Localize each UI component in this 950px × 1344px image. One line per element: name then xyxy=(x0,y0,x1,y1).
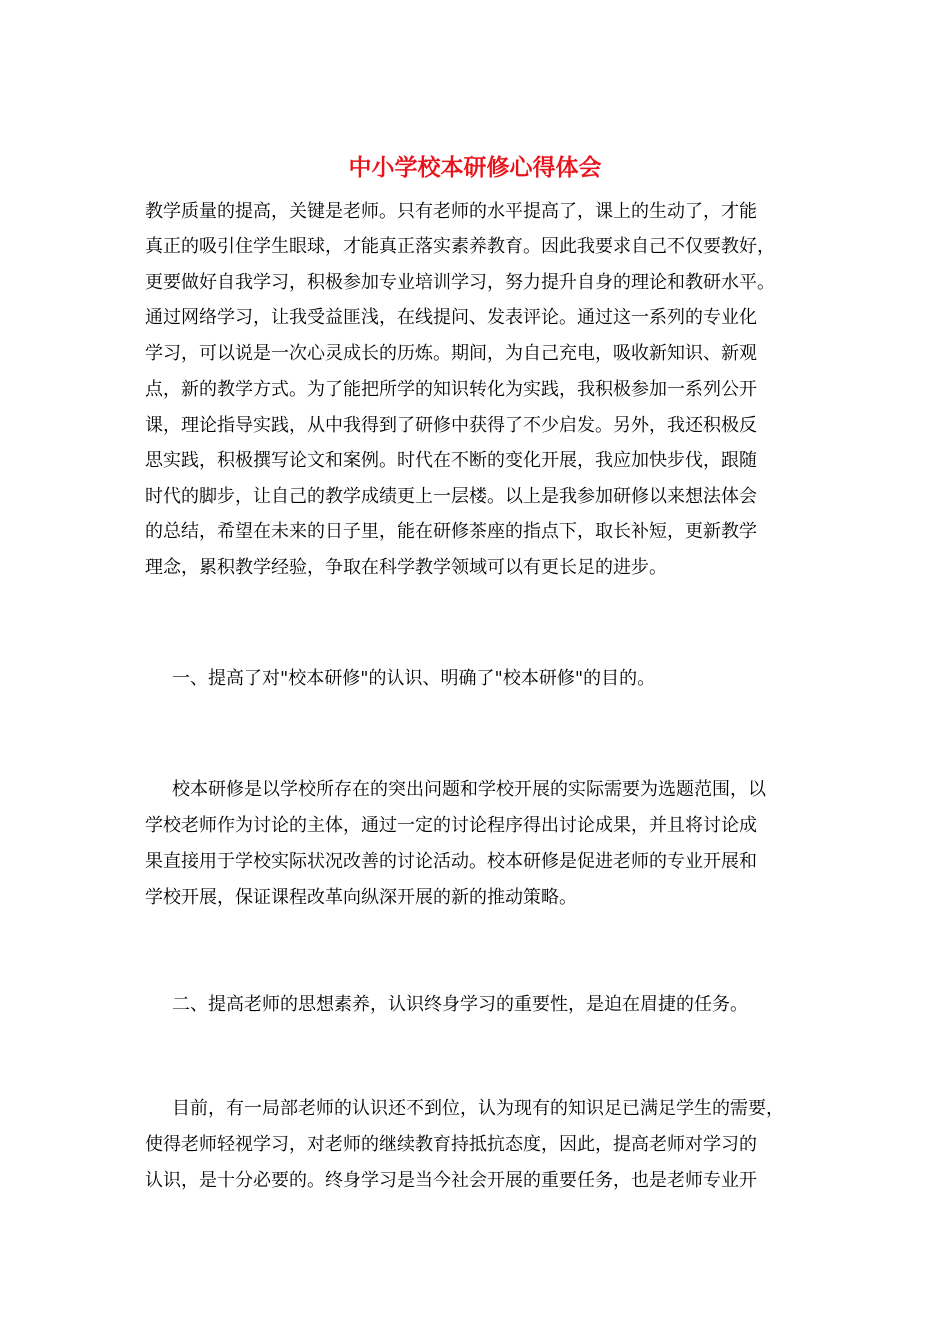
paragraph-line: 时代的脚步，让自己的教学成绩更上一层楼。以上是我参加研修以来想法体会 xyxy=(145,486,757,507)
paragraph-line: 真正的吸引住学生眼球，才能真正落实素养教育。因此我要求自己不仅要教好， xyxy=(145,236,775,257)
paragraph-line: 课，理论指导实践，从中我得到了研修中获得了不少启发。另外，我还积极反 xyxy=(145,415,757,436)
paragraph-line: 通过网络学习，让我受益匪浅，在线提问、发表评论。通过这一系列的专业化 xyxy=(145,307,757,328)
paragraph-line: 点，新的教学方式。为了能把所学的知识转化为实践，我积极参加一系列公开 xyxy=(145,379,757,400)
document-title: 中小学校本研修心得体会 xyxy=(348,154,602,181)
paragraph-line: 认识，是十分必要的。终身学习是当今社会开展的重要任务，也是老师专业开 xyxy=(145,1170,757,1191)
paragraph-line: 理念，累积教学经验，争取在科学教学领域可以有更长足的进步。 xyxy=(145,557,667,578)
paragraph-line: 学校老师作为讨论的主体，通过一定的讨论程序得出讨论成果，并且将讨论成 xyxy=(145,815,757,836)
section-heading-2: 二、提高老师的思想素养，认识终身学习的重要性，是迫在眉捷的任务。 xyxy=(172,994,748,1015)
paragraph-line: 使得老师轻视学习，对老师的继续教育持抵抗态度，因此，提高老师对学习的 xyxy=(145,1134,757,1155)
paragraph-line: 目前，有一局部老师的认识还不到位，认为现有的知识足已满足学生的需要， xyxy=(172,1098,784,1119)
paragraph-line: 思实践，积极撰写论文和案例。时代在不断的变化开展，我应加快步伐，跟随 xyxy=(145,450,757,471)
paragraph-line: 更要做好自我学习，积极参加专业培训学习，努力提升自身的理论和教研水平。 xyxy=(145,272,775,293)
paragraph-line: 校本研修是以学校所存在的突出问题和学校开展的实际需要为选题范围，以 xyxy=(172,779,766,800)
paragraph-line: 的总结，希望在未来的日子里，能在研修茶座的指点下，取长补短，更新教学 xyxy=(145,521,757,542)
paragraph-line: 教学质量的提高，关键是老师。只有老师的水平提高了，课上的生动了，才能 xyxy=(145,201,757,222)
paragraph-line: 果直接用于学校实际状况改善的讨论活动。校本研修是促进老师的专业开展和 xyxy=(145,851,757,872)
paragraph-line: 学习，可以说是一次心灵成长的历炼。期间，为自己充电，吸收新知识、新观 xyxy=(145,343,757,364)
section-heading-1: 一、提高了对"校本研修"的认识、明确了"校本研修"的目的。 xyxy=(172,668,656,689)
paragraph-line: 学校开展，保证课程改革向纵深开展的新的推动策略。 xyxy=(145,887,577,908)
